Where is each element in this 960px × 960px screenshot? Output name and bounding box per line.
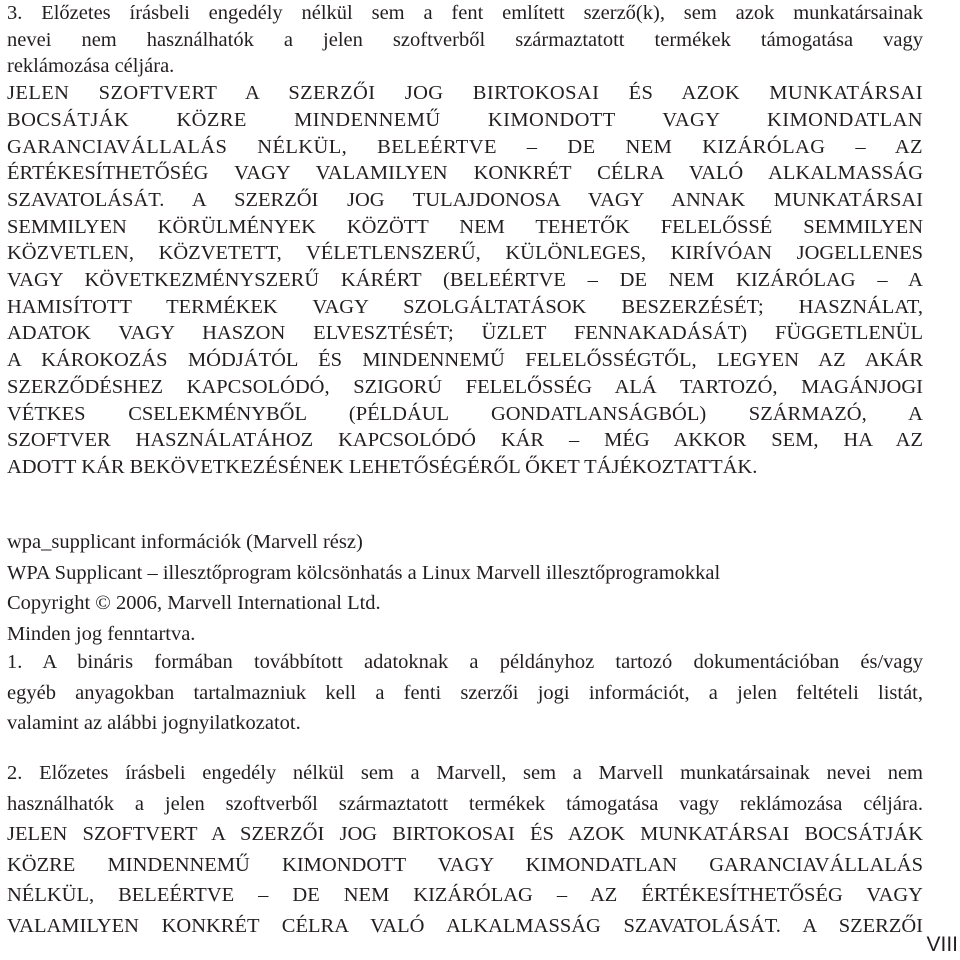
marvell-section-header (7, 527, 923, 649)
text-line: HAMISÍTOTT TERMÉKEK VAGY SZOLGÁLTATÁSOK BESZERZÉSÉT; HASZNÁLAT, (7, 295, 923, 318)
text-line: SZERZŐDÉSHEZ KAPCSOLÓDÓ, SZIGORÚ FELELŐSSÉG ALÁ TARTOZÓ, MAGÁNJOGI (7, 375, 923, 398)
text-line: 1. A bináris formában továbbított adatoknak a példányhoz tartozó dokumentációban és/vagy (7, 651, 923, 673)
text-line: használhatók a jelen szoftverből származtatott termékek támogatása vagy reklámozása céljára. (7, 792, 923, 815)
text-line: ADATOK VAGY HASZON ELVESZTÉSÉT; ÜZLET FENNAKADÁSÁT) FÜGGETLENÜL (7, 322, 923, 345)
text-line: GARANCIAVÁLLALÁS NÉLKÜL, BELEÉRTVE – DE NEM KIZÁRÓLAG – AZ (7, 135, 923, 158)
page-number: VIII (926, 933, 958, 956)
text-line: NÉLKÜL, BELEÉRTVE – DE NEM KIZÁRÓLAG – AZ ÉRTÉKESÍTHETŐSÉG VAGY (7, 884, 923, 907)
text-line: VALAMILYEN KONKRÉT CÉLRA VALÓ ALKALMASSÁG SZAVATOLÁSÁT. A SZERZŐI (7, 914, 923, 937)
clause-3-and-disclaimer (7, 0, 923, 481)
text-line: JELEN SZOFTVERT A SZERZŐI JOG BIRTOKOSAI ÉS AZOK MUNKATÁRSAI BOCSÁTJÁK (7, 823, 923, 846)
text-line: valamint az alábbi jognyilatkozatot. (7, 712, 301, 735)
section-subtitle: WPA Supplicant – illesztőprogram kölcsönhatás a Linux Marvell illesztőprogramokkal (7, 561, 721, 584)
rights-reserved: Minden jog fenntartva. (7, 622, 196, 645)
text-line: 3. Előzetes írásbeli engedély nélkül sem a fent említett szerző(k), sem azok munkatársainak (7, 2, 923, 24)
text-line: JELEN SZOFTVERT A SZERZŐI JOG BIRTOKOSAI ÉS AZOK MUNKATÁRSAI (7, 82, 923, 105)
text-line: KÖZRE MINDENNEMŰ KIMONDOTT VAGY KIMONDATLAN GARANCIAVÁLLALÁS (7, 853, 923, 876)
text-line: ÉRTÉKESÍTHETŐSÉG VAGY VALAMILYEN KONKRÉT CÉLRA VALÓ ALKALMASSÁG (7, 162, 923, 185)
text-line: KÖZVETLEN, KÖZVETETT, VÉLETLENSZERŰ, KÜLÖNLEGES, KIRÍVÓAN JOGELLENES (7, 242, 923, 265)
clause-1 (7, 647, 923, 739)
text-line: VÉTKES CSELEKMÉNYBŐL (PÉLDÁUL GONDATLANSÁGBÓL) SZÁRMAZÓ, A (7, 402, 923, 425)
text-line: 2. Előzetes írásbeli engedély nélkül sem a Marvell, sem a Marvell munkatársainak nevei nem (7, 762, 923, 784)
text-line: BOCSÁTJÁK KÖZRE MINDENNEMŰ KIMONDOTT VAGY KIMONDATLAN (7, 108, 923, 131)
section-heading: wpa_supplicant információk (Marvell rész) (7, 531, 363, 553)
text-line: SZOFTVER HASZNÁLATÁHOZ KAPCSOLÓDÓ KÁR – MÉG AKKOR SEM, HA AZ (7, 429, 923, 452)
text-line: VAGY KÖVETKEZMÉNYSZERŰ KÁRÉRT (BELEÉRTVE – DE NEM KIZÁRÓLAG – A (7, 269, 923, 292)
text-line: ADOTT KÁR BEKÖVETKEZÉSÉNEK LEHETŐSÉGÉRŐL ŐKET TÁJÉKOZTATTÁK. (7, 455, 758, 478)
text-line: reklámozása céljára. (7, 55, 175, 78)
text-line: SZAVATOLÁSÁT. A SZERZŐI JOG TULAJDONOSA VAGY ANNAK MUNKATÁRSAI (7, 188, 923, 211)
text-line: SEMMILYEN KÖRÜLMÉNYEK KÖZÖTT NEM TEHETŐK FELELŐSSÉ SEMMILYEN (7, 215, 923, 238)
text-line: egyéb anyagokban tartalmazniuk kell a fenti szerzői jogi információt, a jelen feltételi listát, (7, 681, 923, 704)
copyright-notice: Copyright © 2006, Marvell International Ltd. (7, 592, 381, 615)
text-line: nevei nem használhatók a jelen szoftverből származtatott termékek támogatása vagy (7, 28, 923, 51)
text-line: A KÁROKOZÁS MÓDJÁTÓL ÉS MINDENNEMŰ FELELŐSSÉGTŐL, LEGYEN AZ AKÁR (7, 349, 923, 372)
clause-2 (7, 758, 923, 942)
